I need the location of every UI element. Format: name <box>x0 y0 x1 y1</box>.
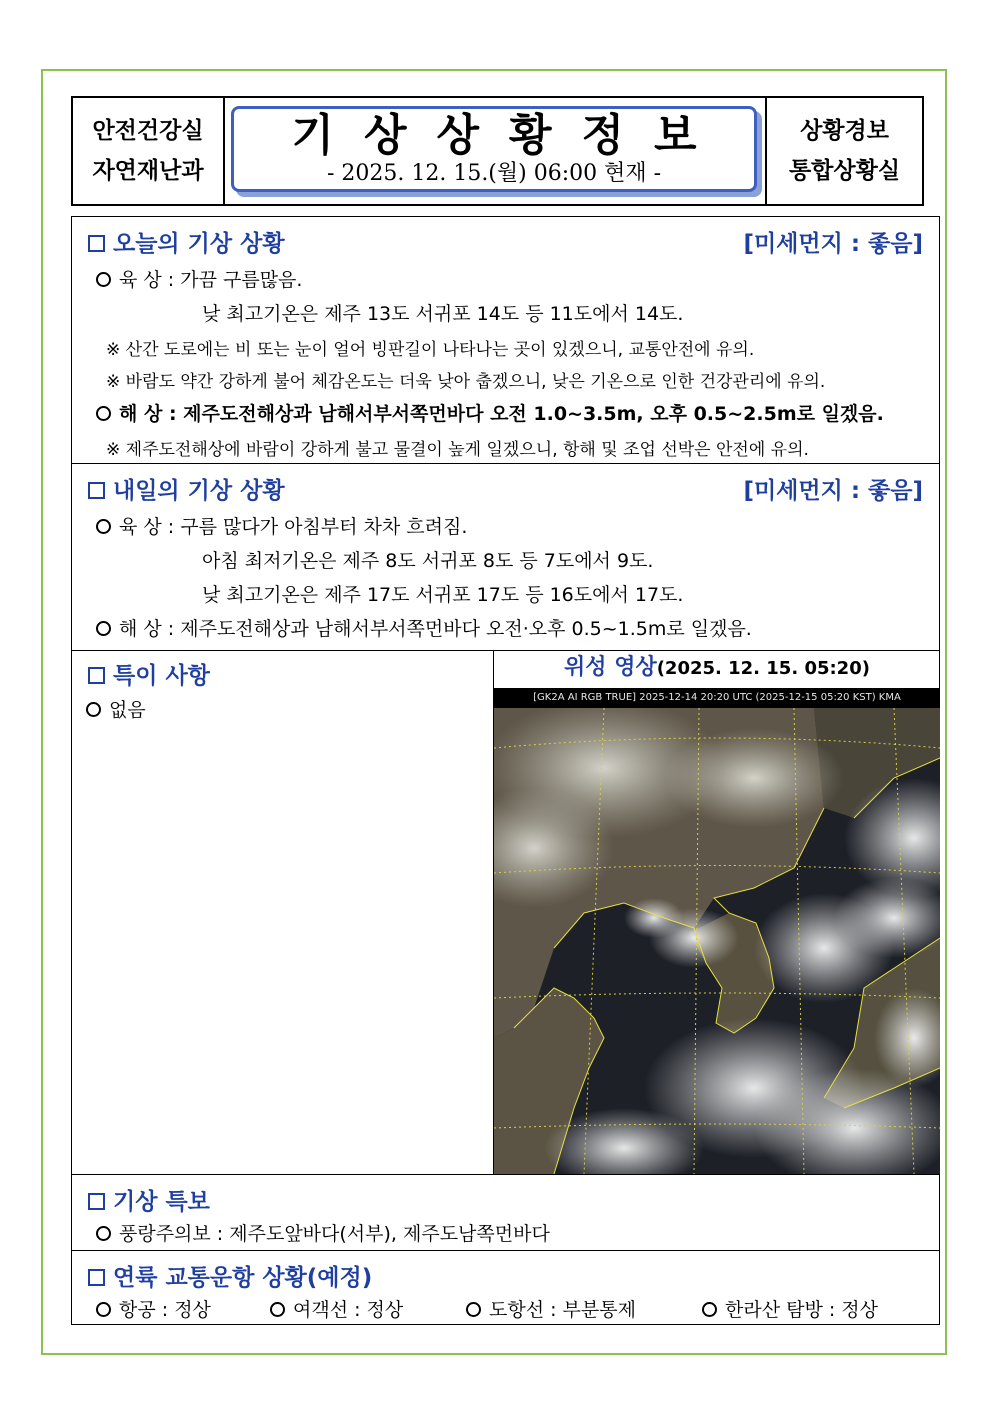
traffic-section <box>71 1250 940 1325</box>
circle-bullet-icon <box>96 406 111 421</box>
tomorrow-sea-label: 해 상 : <box>119 618 175 640</box>
today-land <box>96 265 302 292</box>
today-heading-text: 오늘의 기상 상황 <box>113 231 285 257</box>
today-note1: ※ 산간 도로에는 비 또는 눈이 얼어 빙판길이 나타나는 곳이 있겠으니, 교통안전에 유의. <box>106 340 755 360</box>
today-dust: [미세먼지 : 좋음] <box>743 231 923 257</box>
special-heading <box>88 657 210 690</box>
today-land-line2: 낮 최고기온은 제주 13도 서귀포 14도 등 11도에서 14도. <box>202 303 684 325</box>
warning-item <box>96 1219 550 1246</box>
warning-section <box>71 1174 940 1251</box>
tomorrow-land <box>96 512 467 539</box>
warning-heading <box>88 1183 210 1216</box>
today-section <box>71 216 940 464</box>
today-sea <box>96 399 884 426</box>
traffic-item-island-ferry-text: 도항선 : 부분통제 <box>489 1299 636 1321</box>
tomorrow-dust: [미세먼지 : 좋음] <box>743 478 923 504</box>
department-right-line1: 상황경보 <box>800 118 889 144</box>
checkbox-icon <box>88 235 105 252</box>
checkbox-icon <box>88 1193 105 1210</box>
traffic-item-air <box>96 1295 211 1322</box>
traffic-heading <box>88 1259 372 1292</box>
today-land-label: 육 상 : <box>119 269 175 291</box>
satellite-date: (2025. 12. 15. 05:20) <box>656 658 870 679</box>
circle-bullet-icon <box>96 621 111 636</box>
special-item-text: 없음 <box>109 699 146 721</box>
traffic-item-hallasan-text: 한라산 탐방 : 정상 <box>725 1299 878 1321</box>
circle-bullet-icon <box>96 519 111 534</box>
department-right <box>765 98 922 204</box>
department-right-line2: 통합상황실 <box>788 158 901 184</box>
tomorrow-heading-text: 내일의 기상 상황 <box>113 478 285 504</box>
traffic-heading-text: 연륙 교통운항 상황(예정) <box>113 1265 373 1291</box>
department-left <box>73 98 225 204</box>
today-note2: ※ 바람도 약간 강하게 불어 체감온도는 더욱 낮아 춥겠으니, 낮은 기온으로 인한 건강관리에 유의. <box>106 372 826 392</box>
traffic-item-air-text: 항공 : 정상 <box>119 1299 211 1321</box>
today-sea-label: 해 상 : <box>119 403 177 425</box>
tomorrow-sea <box>96 614 752 641</box>
satellite-picture <box>494 688 940 1174</box>
today-land-line1: 가끔 구름많음. <box>180 269 303 291</box>
circle-bullet-icon <box>96 272 111 287</box>
tomorrow-land-line2: 아침 최저기온은 제주 8도 서귀포 8도 등 7도에서 9도. <box>202 550 654 572</box>
department-left-line2: 자연재난과 <box>92 158 204 184</box>
tomorrow-land-line1: 구름 많다가 아침부터 차차 흐려짐. <box>180 516 468 538</box>
circle-bullet-icon <box>270 1302 285 1317</box>
satellite-image <box>494 688 940 1174</box>
tomorrow-land-line3: 낮 최고기온은 제주 17도 서귀포 17도 등 16도에서 17도. <box>202 584 684 606</box>
special-item <box>86 695 146 722</box>
department-left-line1: 안전건강실 <box>92 118 204 144</box>
tomorrow-land-label: 육 상 : <box>119 516 175 538</box>
traffic-item-ferry <box>270 1295 403 1322</box>
special-heading-text: 특이 사항 <box>113 663 210 689</box>
traffic-item-ferry-text: 여객선 : 정상 <box>293 1299 404 1321</box>
report-title: 기상상황정보 <box>291 110 727 161</box>
circle-bullet-icon <box>702 1302 717 1317</box>
today-heading <box>88 225 285 258</box>
warning-heading-text: 기상 특보 <box>113 1189 210 1215</box>
circle-bullet-icon <box>86 702 101 717</box>
circle-bullet-icon <box>466 1302 481 1317</box>
report-header <box>71 96 924 206</box>
satellite-heading: 위성 영상 <box>564 655 657 680</box>
checkbox-icon <box>88 667 105 684</box>
traffic-item-hallasan <box>702 1295 878 1322</box>
satellite-title <box>494 650 940 688</box>
checkbox-icon <box>88 1269 105 1286</box>
warning-item-text: 풍랑주의보 : 제주도앞바다(서부), 제주도남쪽먼바다 <box>119 1223 550 1245</box>
tomorrow-heading <box>88 472 285 505</box>
report-date: - 2025. 12. 15.(월) 06:00 현재 - <box>326 161 662 186</box>
circle-bullet-icon <box>96 1226 111 1241</box>
tomorrow-sea-line: 제주도전해상과 남해서부서쪽먼바다 오전·오후 0.5~1.5m로 일겠음. <box>180 618 752 640</box>
tomorrow-section <box>71 463 940 651</box>
satellite-caption: [GK2A AI RGB TRUE] 2025-12-14 20:20 UTC (2025-12-15 05:20 KST) KMA <box>494 688 940 708</box>
checkbox-icon <box>88 482 105 499</box>
today-sea-line: 제주도전해상과 남해서부서쪽먼바다 오전 1.0~3.5m, 오후 0.5~2.5m로 일겠음. <box>183 403 884 425</box>
title-box <box>231 106 757 192</box>
traffic-item-island-ferry <box>466 1295 636 1322</box>
today-note3: ※ 제주도전해상에 바람이 강하게 불고 물결이 높게 일겠으니, 항해 및 조업 선박은 안전에 유의. <box>106 440 809 460</box>
circle-bullet-icon <box>96 1302 111 1317</box>
